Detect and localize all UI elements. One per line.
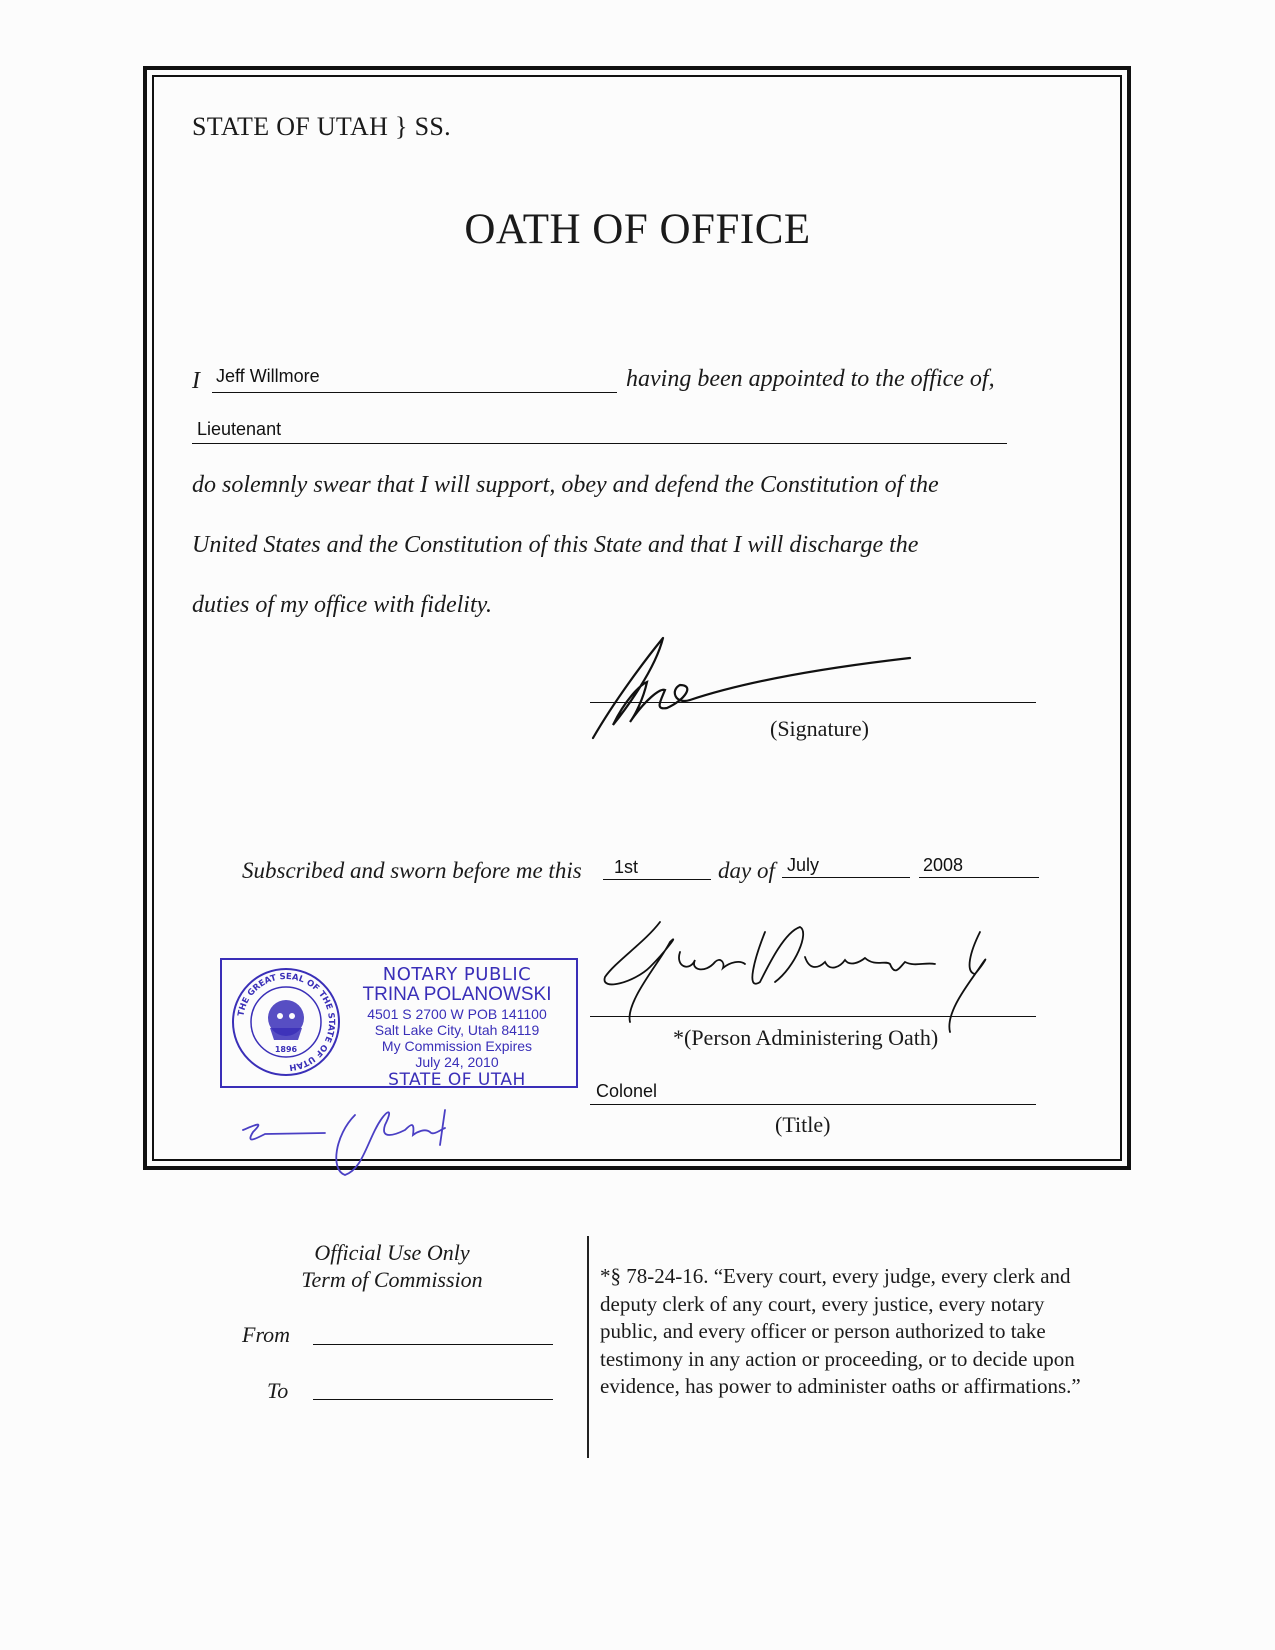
office-value[interactable]: Lieutenant [197, 419, 282, 439]
title-label: (Title) [775, 1112, 831, 1137]
page-title: OATH OF OFFICE [464, 206, 811, 253]
oath-line-3: duties of my office with fidelity. [192, 592, 492, 618]
section-divider [587, 1236, 589, 1458]
signature-label: (Signature) [770, 716, 869, 741]
administering-signature [595, 912, 1035, 1042]
notary-expires-date: July 24, 2010 [415, 1054, 499, 1070]
state-line: STATE OF UTAH } SS. [192, 112, 451, 141]
sworn-year[interactable]: 2008 [923, 855, 964, 875]
sworn-day[interactable]: 1st [614, 857, 639, 877]
month-rule [782, 877, 910, 878]
day-of-label: day of [718, 858, 775, 883]
administering-rule [590, 1016, 1036, 1017]
year-rule [919, 877, 1039, 878]
i-label: I [192, 368, 200, 394]
seal-year: 1896 [274, 1045, 298, 1054]
official-heading: Official Use Only [314, 1240, 470, 1265]
sworn-prefix: Subscribed and sworn before me this [242, 858, 582, 883]
day-rule [603, 879, 711, 880]
name-value[interactable]: Jeff Willmore [216, 366, 320, 386]
title-value[interactable]: Colonel [596, 1081, 658, 1101]
oath-line-1: do solemnly swear that I will support, obey and defend the Constitution of the [192, 472, 939, 498]
from-field[interactable] [313, 1344, 553, 1345]
statute-text: *§ 78-24-16. “Every court, every judge, every clerk and deputy clerk of any court, every justice, every notary public, and every officer or person authorized to take testimony in any action or proceeding, or to decide upon evidence, has power to administer oaths or affirmations.” [600, 1264, 1081, 1398]
oath-line-2: United States and the Constitution of this State and that I will discharge the [192, 532, 919, 558]
administering-label: *(Person Administering Oath) [673, 1025, 939, 1050]
notary-signature [235, 1090, 495, 1180]
signature-rule [590, 702, 1036, 703]
to-label: To [267, 1378, 289, 1403]
official-subheading: Term of Commission [301, 1267, 483, 1292]
seal-text: THE GREAT SEAL OF THE STATE OF UTAH [236, 971, 337, 1072]
office-rule [192, 443, 1007, 444]
notary-heading: NOTARY PUBLIC [382, 964, 532, 985]
notary-name: TRINA POLANOWSKI [362, 984, 552, 1005]
sworn-month[interactable]: July [787, 855, 820, 875]
notary-address: 4501 S 2700 W POB 141100 [367, 1006, 547, 1022]
notary-expires-label: My Commission Expires [381, 1038, 533, 1054]
to-field[interactable] [313, 1399, 553, 1400]
state-seal-icon [230, 966, 342, 1078]
from-label: From [242, 1322, 291, 1347]
notary-state: STATE OF UTAH [388, 1070, 526, 1090]
name-rule [212, 392, 617, 393]
title-rule [590, 1104, 1036, 1105]
appointed-text: having been appointed to the office of, [626, 366, 995, 392]
notary-city: Salt Lake City, Utah 84119 [374, 1022, 540, 1038]
